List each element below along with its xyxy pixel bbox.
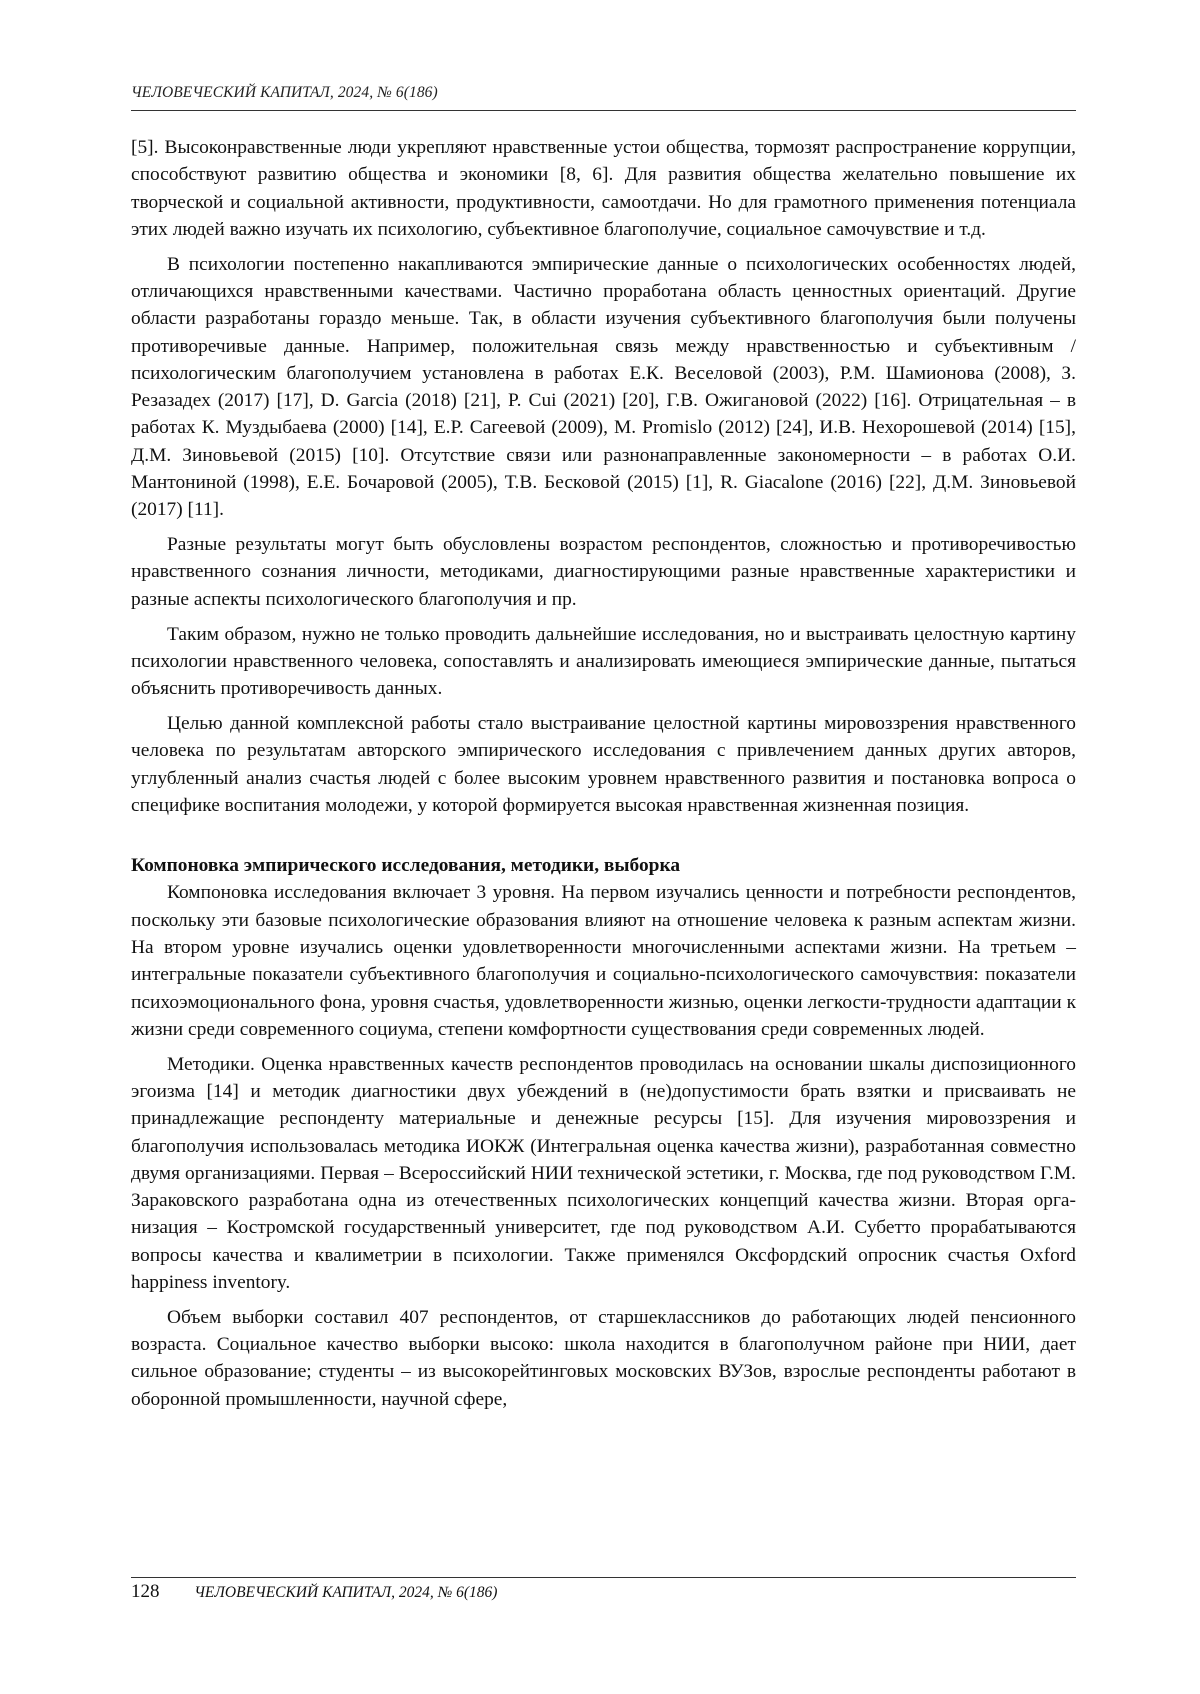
footer-rule — [131, 1577, 1076, 1578]
section-heading: Компоновка эмпирического исследования, методики, выборка — [131, 855, 681, 877]
paragraph-intro-5: Целью данной комплексной работы стало выстраивание целостной картины мировоззрения нравственного человека по результатам авторского эмпирического исследования с привлечением данных других авторов, углубленный анализ счастья людей с более высоким уровнем нравственного развития и постановка вопроса о специфике воспитания молодежи, у которой формируется высокая нравственная жизненная позиция. — [131, 712, 1076, 816]
paragraph-intro-4: Таким образом, нужно не только проводить дальнейшие исследования, но и выстраивать целостную картину психологии нравственного человека, сопоставлять и анализировать имеющиеся эмпирические данные, пытаться объяснить противоречивость данных. — [131, 623, 1076, 700]
paragraph-section-2: Методики. Оценка нравственных качеств респондентов проводилась на основании шкалы диспозиционного эгоизма [14] и методик диагностики двух убеждений в (не)допустимости брать взятки и присваивать не принадлежащие респонденту материальные и денежные ресурсы [15]. Для изучения мировоззрения и благополучия использовалась методика ИОКЖ (Интегральная оценка качества жизни), разработанная совместно двумя организациями. Первая – Всероссийский НИИ технической эстетики, г. Москва, где под руководством Г.М. Зараковского разработана одна из отечественных психологических концепций качества жизни. Вторая организация – Костромской государственный университет, где под руководством А.И. Субетто прорабатываются вопросы качества и квалиметрии в психологии. Также применялся Оксфордский опросник счастья Oxford happiness inventory. — [131, 1053, 1076, 1294]
header-rule — [131, 110, 1076, 111]
paragraph-intro-2: В психологии постепенно накапливаются эмпирические данные о психологических особенностях людей, отличающихся нравственными качествами. Частично проработана область ценностных ориентаций. Другие области разработаны гораздо меньше. Так, в области изучения субъективного благополучия были получены противоречивые данные. Например, положительная связь между нравственностью и субъективным / психологическим благополучием установлена в работах Е.К. Веселовой (2003), Р.М. Шамионова (2008), З. Резазадех (2017) [17], D. Garcia (2018) [21], P. Cui (2021) [20], Г.В. Ожигановой (2022) [16]. Отрицательная – в работах К. Муздыбаева (2000) [14], Е.Р. Сагеевой (2009), M. Promislo (2012) [24], И.В. Нехорошевой (2014) [15], Д.М. Зиновьевой (2015) [10]. Отсутствие связи или разнонаправленные закономерности – в работах О.И. Мантониной (1998), Е.Е. Бочаровой (2005), Т.В. Бесковой (2015) [1], R. Giacalone (2016) [22], Д.М. Зиновьевой (2017) [11]. — [131, 253, 1076, 521]
footer-running-title: ЧЕЛОВЕЧЕСКИЙ КАПИТАЛ, 2024, № 6(186) — [194, 1584, 498, 1601]
article-body — [131, 134, 1076, 1421]
page-number: 128 — [131, 1581, 160, 1602]
paragraph-intro-3: Разные результаты могут быть обусловлены возрастом респондентов, сложностью и противоречивостью нравственного сознания личности, методиками, диагностирующими разные нравственные характеристики и разные аспекты психологического благополучия и пр. — [131, 534, 1076, 610]
page-footer — [131, 1580, 497, 1605]
paragraph-intro-1: [5]. Высоконравственные люди укрепляют нравственные устои общества, тормозят распространение коррупции, способствуют развитию общества и экономики [8, 6]. Для развития общества желательно повышение их творческой и социальной активности, продуктивности, самоотдачи. Но для грамотного применения потенциала этих людей важно изучать их психологию, субъективное благополучие, социальное самочувствие и т.д. — [131, 137, 1076, 240]
paragraph-section-3: Объем выборки составил 407 респондентов, от старшеклассников до работающих людей пенсионного возраста. Социальное качество выборки высоко: школа находится в благополучном районе при НИИ, дает сильное образование; студенты – из высокорейтинговых московских ВУЗов, взрослые респонденты работают в оборонной промышленности, научной сфере, — [131, 1306, 1076, 1410]
paragraph-section-1: Компоновка исследования включает 3 уровня. На первом изучались ценности и потребности респондентов, поскольку эти базовые психологические образования влияют на отношение человека к разным аспектам жизни. На втором уровне изучались оценки удовлетворенности многочисленными аспектами жизни. На третьем – интегральные показатели субъективного благополучия и социально-психологического самочувствия: показатели психоэмоционального фона, уровня счастья, удовлетворенности жизнью, оценки легкости-трудности адаптации к жизни среди современного социума, степени комфортности существования среди современных людей. — [131, 882, 1076, 1040]
running-header: ЧЕЛОВЕЧЕСКИЙ КАПИТАЛ, 2024, № 6(186) — [131, 84, 438, 101]
